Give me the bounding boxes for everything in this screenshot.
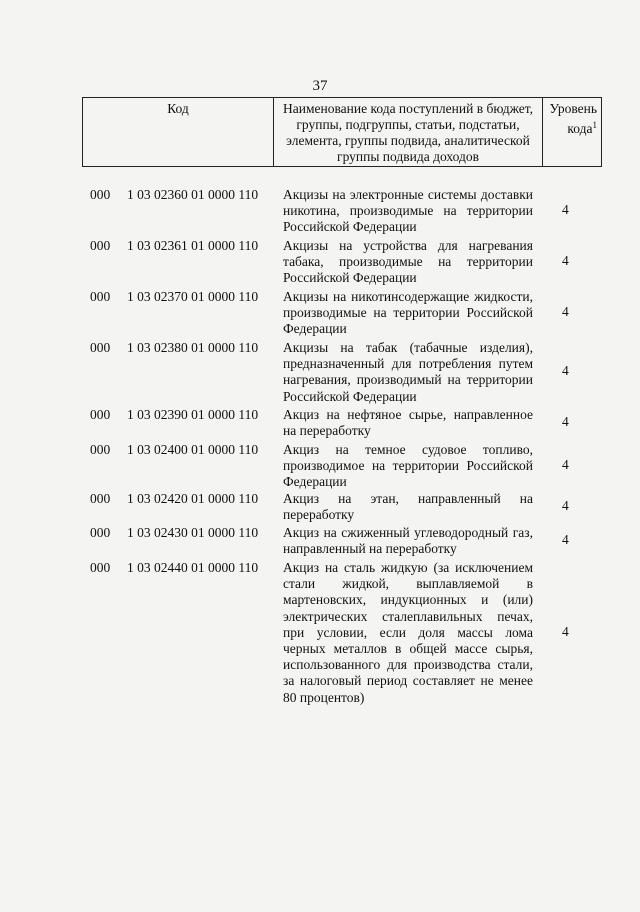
row-name: Акцизы на табак (табачные изделия), предназначенный для потребления путем нагревания, производимый на территории Российской Федерации [283,340,533,404]
row-admin-code: 000 [90,187,111,202]
row-name: Акциз на темное судовое топливо, производимое на территории Российской Федерации [283,442,533,490]
header-level-label: Уровень кода [549,101,597,136]
row-level: 4 [562,363,569,378]
row-code: 1 03 02400 01 0000 110 [127,442,259,457]
row-code: 1 03 02420 01 0000 110 [127,491,259,506]
row-admin-code: 000 [90,238,111,253]
row-level: 4 [562,304,569,319]
row-level: 4 [562,624,569,639]
row-admin-code: 000 [90,289,111,304]
row-code: 1 03 02370 01 0000 110 [127,289,259,304]
row-level: 4 [562,532,569,547]
row-level: 4 [562,253,569,268]
row-admin-code: 000 [90,491,111,506]
row-name: Акцизы на электронные системы доставки никотина, производимые на территории Российской Федерации [283,187,533,235]
row-name: Акциз на нефтяное сырье, направленное на переработку [283,407,533,439]
row-level: 4 [562,414,569,429]
row-name: Акцизы на никотинсодержащие жидкости, производимые на территории Российской Федерации [283,289,533,337]
row-code: 1 03 02430 01 0000 110 [127,525,259,540]
row-code: 1 03 02380 01 0000 110 [127,340,259,355]
row-admin-code: 000 [90,340,111,355]
row-code: 1 03 02390 01 0000 110 [127,407,259,422]
row-admin-code: 000 [90,442,111,457]
row-admin-code: 000 [90,407,111,422]
page-number: 37 [312,78,328,94]
row-code: 1 03 02361 01 0000 110 [127,238,259,253]
header-code: Код [83,98,274,167]
row-name: Акциз на этан, направленный на переработку [283,491,533,523]
row-name: Акциз на сжиженный углеводородный газ, направленный на переработку [283,525,533,557]
row-level: 4 [562,202,569,217]
row-admin-code: 000 [90,525,111,540]
header-name: Наименование кода поступлений в бюджет, группы, подгруппы, статьи, подстатьи, элемента, группы подвида, аналитической группы подвида доходов [274,98,543,167]
row-level: 4 [562,457,569,472]
row-code: 1 03 02360 01 0000 110 [127,187,259,202]
row-admin-code: 000 [90,560,111,575]
row-level: 4 [562,498,569,513]
row-name: Акцизы на устройства для нагревания табака, производимые на территории Российской Федерации [283,238,533,286]
footnote-marker: 1 [592,120,597,130]
row-code: 1 03 02440 01 0000 110 [127,560,259,575]
row-name: Акциз на сталь жидкую (за исключением стали жидкой, выплавляемой в мартеновских, индукционных и (или) электрических сталеплавильных печах, при условии, если доля массы лома черных металлов в общей массе сырья, использованного для производства стали, за налоговый период составляет не менее 80 процентов) [283,560,533,705]
